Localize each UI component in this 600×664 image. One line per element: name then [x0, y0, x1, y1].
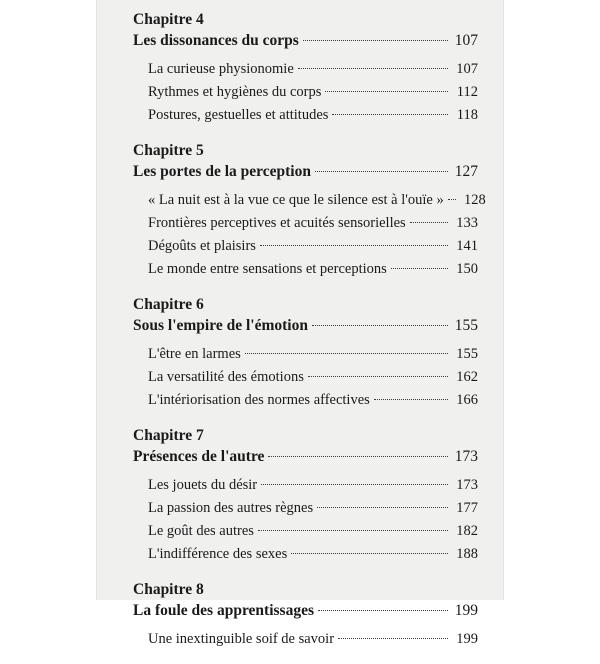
section-entry — [133, 235, 478, 257]
page-number: 173 — [456, 477, 478, 493]
section-entry — [133, 212, 478, 234]
chapter-title-entry — [133, 161, 478, 183]
page-number: 162 — [456, 369, 478, 385]
page-number: 107 — [454, 32, 478, 49]
dot-leader — [410, 222, 448, 223]
section-title: Rythmes et hygiènes du corps — [148, 84, 322, 100]
page-number: 112 — [456, 84, 478, 100]
section-entry — [133, 628, 478, 650]
chapter-label: Chapitre 8 — [133, 581, 204, 598]
dot-leader — [391, 268, 448, 269]
dot-leader — [258, 530, 448, 531]
dot-leader — [318, 610, 448, 611]
dot-leader — [315, 171, 448, 172]
chapter-title: Sous l'empire de l'émotion — [133, 317, 308, 334]
dot-leader — [245, 353, 448, 354]
dot-leader — [317, 507, 448, 508]
section-title: Le monde entre sensations et perceptions — [148, 261, 387, 277]
chapter-title-entry — [133, 446, 478, 468]
page-number: 199 — [454, 602, 478, 619]
section-title: La passion des autres règnes — [148, 500, 314, 516]
chapter-4 — [133, 9, 478, 126]
dot-leader — [291, 553, 448, 554]
page-number: 166 — [456, 392, 478, 408]
section-title: Postures, gestuelles et attitudes — [148, 107, 329, 123]
section-entry — [133, 104, 478, 126]
chapter-title: Les dissonances du corps — [133, 32, 299, 49]
page-number: 182 — [456, 523, 478, 539]
page-number: 150 — [456, 261, 478, 277]
book-page — [96, 0, 504, 647]
section-title: L'indifférence des sexes — [148, 546, 288, 562]
chapter-8 — [133, 579, 478, 650]
chapter-6 — [133, 294, 478, 411]
page-number: 155 — [454, 317, 478, 334]
chapter-label: Chapitre 6 — [133, 296, 204, 313]
chapter-title-entry — [133, 30, 478, 52]
dot-leader — [298, 68, 448, 69]
table-of-contents — [133, 9, 486, 664]
section-entry — [133, 58, 478, 80]
section-entry — [133, 81, 478, 103]
section-title: L'intériorisation des normes affectives — [148, 392, 370, 408]
section-title: La versatilité des émotions — [148, 369, 304, 385]
section-title: La curieuse physionomie — [148, 61, 294, 77]
page-number: 127 — [454, 163, 478, 180]
page-number: 128 — [463, 192, 486, 208]
chapter-label: Chapitre 7 — [133, 427, 204, 444]
section-entry — [133, 189, 486, 211]
section-title: Le goût des autres — [148, 523, 254, 539]
section-entry — [133, 343, 478, 365]
chapter-label: Chapitre 5 — [133, 142, 204, 159]
dot-leader — [325, 91, 448, 92]
page-number: 173 — [454, 448, 478, 465]
dot-leader — [374, 399, 448, 400]
page-number: 177 — [456, 500, 478, 516]
page-number: 199 — [456, 631, 478, 647]
section-entry — [133, 543, 478, 565]
section-entry — [133, 366, 478, 388]
dot-leader — [312, 325, 448, 326]
section-title: Dégoûts et plaisirs — [148, 238, 256, 254]
chapter-title: Les portes de la perception — [133, 163, 311, 180]
section-entry — [133, 258, 478, 280]
section-entry — [133, 520, 478, 542]
dot-leader — [260, 245, 448, 246]
section-title: L'être en larmes — [148, 346, 241, 362]
dot-leader — [338, 638, 448, 639]
chapter-5 — [133, 140, 486, 280]
dot-leader — [261, 484, 448, 485]
section-title: Frontières perceptives et acuités sensorielles — [148, 215, 406, 231]
page-number: 141 — [456, 238, 478, 254]
page-number: 107 — [456, 61, 478, 77]
chapter-7 — [133, 425, 478, 565]
dot-leader — [308, 376, 448, 377]
section-entry — [133, 389, 478, 411]
page-number: 155 — [456, 346, 478, 362]
section-title: Les jouets du désir — [148, 477, 258, 493]
dot-leader — [268, 456, 448, 457]
chapter-title: La foule des apprentissages — [133, 602, 314, 619]
dot-leader — [303, 40, 448, 41]
page-number: 188 — [456, 546, 478, 562]
section-entry — [133, 497, 478, 519]
dot-leader — [332, 114, 448, 115]
dot-leader — [448, 199, 456, 200]
section-entry — [133, 474, 478, 496]
chapter-title-entry — [133, 600, 478, 622]
chapter-label: Chapitre 4 — [133, 11, 204, 28]
section-title: « La nuit est à la vue ce que le silence est à l'ouïe » — [148, 192, 444, 208]
page-number: 118 — [456, 107, 478, 123]
chapter-title: Présences de l'autre — [133, 448, 265, 465]
section-title: Une inextinguible soif de savoir — [148, 631, 335, 647]
chapter-title-entry — [133, 315, 478, 337]
page-number: 133 — [456, 215, 478, 231]
